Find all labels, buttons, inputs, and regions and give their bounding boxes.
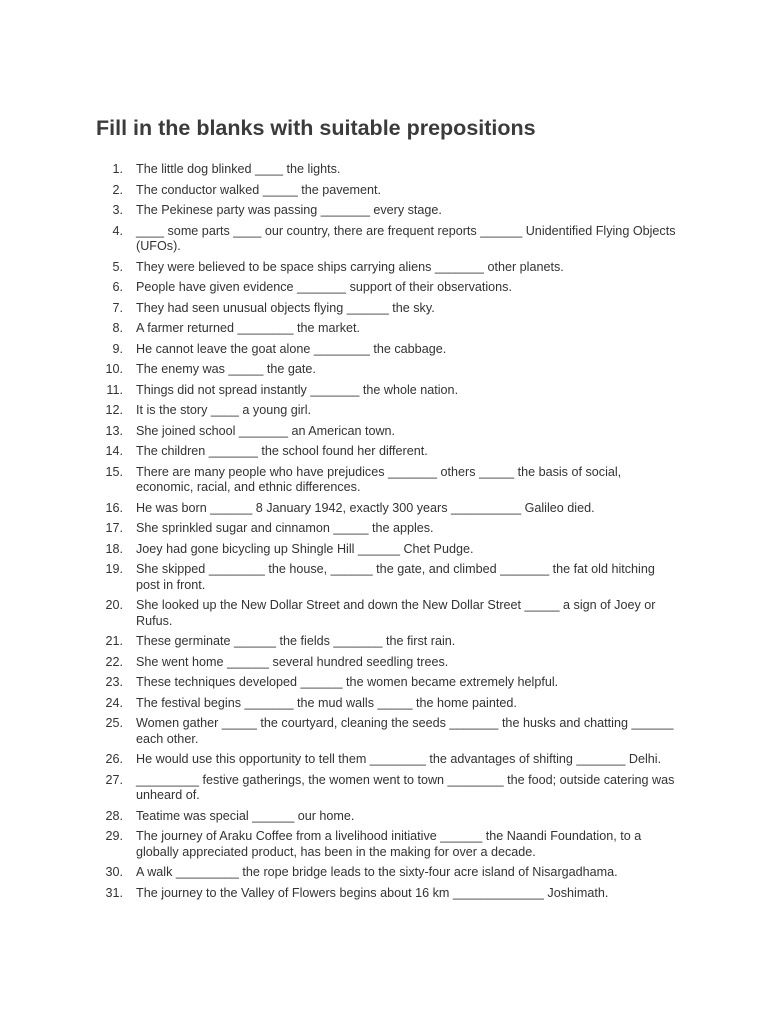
question-number: 18. <box>105 541 123 556</box>
question-item <box>0 807 768 828</box>
question-number: 29. <box>105 829 123 843</box>
question-number: 5. <box>112 259 123 274</box>
question-number: 22. <box>105 654 123 669</box>
question-text: The Pekinese party was passing _______ every stage. <box>136 203 442 217</box>
question-number: 17. <box>105 521 123 535</box>
question-item <box>0 319 768 340</box>
question-item <box>0 714 768 750</box>
question-number: 6. <box>112 280 123 294</box>
question-item <box>0 560 768 596</box>
question-number: 26. <box>105 752 123 766</box>
question-item <box>0 381 768 402</box>
page-title: Fill in the blanks with suitable prepositions <box>96 116 536 140</box>
question-number: 30. <box>105 865 123 879</box>
question-item <box>0 463 768 499</box>
question-item <box>0 160 768 181</box>
question-text: Women gather _____ the courtyard, cleaning the seeds _______ the husks and chatting ______ each other. <box>136 716 674 746</box>
question-text: The enemy was _____ the gate. <box>136 362 316 376</box>
question-number: 7. <box>112 300 123 315</box>
question-item <box>0 596 768 632</box>
question-text: These germinate ______ the fields _______ the first rain. <box>136 634 456 648</box>
question-text: He was born ______ 8 January 1942, exactly 300 years __________ Galileo died. <box>136 500 595 515</box>
question-number: 23. <box>105 675 123 689</box>
question-number: 31. <box>105 885 123 900</box>
question-item <box>0 540 768 561</box>
question-item <box>0 401 768 422</box>
question-number: 16. <box>105 500 123 515</box>
question-text: A walk _________ the rope bridge leads to the sixty-four acre island of Nisargadhama. <box>136 865 618 879</box>
question-number: 20. <box>105 598 123 612</box>
question-item <box>0 340 768 361</box>
question-text: He would use this opportunity to tell them ________ the advantages of shifting _______ Delhi. <box>136 752 662 766</box>
question-number: 9. <box>112 341 123 356</box>
question-text: _________ festive gatherings, the women went to town ________ the food; outside catering was unheard of. <box>136 772 675 802</box>
question-item <box>0 222 768 258</box>
question-item <box>0 499 768 520</box>
question-text: Things did not spread instantly _______ the whole nation. <box>136 382 459 397</box>
question-text: He cannot leave the goat alone ________ the cabbage. <box>136 341 447 356</box>
question-text: Joey had gone bicycling up Shingle Hill ______ Chet Pudge. <box>136 541 474 556</box>
question-number: 1. <box>112 162 123 176</box>
question-text: The little dog blinked ____ the lights. <box>136 162 341 176</box>
question-number: 14. <box>105 444 123 458</box>
question-item <box>0 694 768 715</box>
question-item <box>0 863 768 884</box>
question-text: It is the story ____ a young girl. <box>136 403 312 417</box>
question-number: 15. <box>105 464 123 479</box>
question-text: They were believed to be space ships carrying aliens _______ other planets. <box>136 259 564 274</box>
question-number: 2. <box>112 182 123 197</box>
question-text: They had seen unusual objects flying ______ the sky. <box>136 300 435 315</box>
question-number: 25. <box>105 716 123 730</box>
question-item <box>0 632 768 653</box>
question-text: She sprinkled sugar and cinnamon _____ the apples. <box>136 521 434 535</box>
question-item <box>0 827 768 863</box>
question-item <box>0 360 768 381</box>
question-number: 13. <box>105 423 123 438</box>
question-text: She looked up the New Dollar Street and down the New Dollar Street _____ a sign of Joey or Rufus. <box>136 598 656 628</box>
question-item <box>0 771 768 807</box>
question-text: There are many people who have prejudices _______ others _____ the basis of social, economic, racial, and ethnic differences. <box>136 464 622 494</box>
question-text: She skipped ________ the house, ______ the gate, and climbed _______ the fat old hitching post in front. <box>136 562 655 592</box>
question-number: 3. <box>112 203 123 217</box>
question-text: A farmer returned ________ the market. <box>136 321 361 335</box>
question-number: 21. <box>105 634 123 648</box>
question-item <box>0 442 768 463</box>
question-item <box>0 884 768 905</box>
question-item <box>0 181 768 202</box>
question-list <box>0 160 768 904</box>
question-text: These techniques developed ______ the women became extremely helpful. <box>136 675 559 689</box>
question-number: 8. <box>112 321 123 335</box>
question-number: 24. <box>105 695 123 710</box>
question-item <box>0 673 768 694</box>
question-text: The children _______ the school found her different. <box>136 444 428 458</box>
question-number: 10. <box>105 362 123 376</box>
question-item <box>0 201 768 222</box>
question-text: The journey of Araku Coffee from a livelihood initiative ______ the Naandi Foundation, to a globally appreciated product, has been in the making for over a decade. <box>136 829 642 859</box>
question-item <box>0 422 768 443</box>
question-number: 12. <box>105 403 123 417</box>
question-number: 27. <box>105 772 123 787</box>
question-item <box>0 519 768 540</box>
question-item <box>0 750 768 771</box>
question-item <box>0 258 768 279</box>
question-text: The festival begins _______ the mud walls _____ the home painted. <box>136 695 517 710</box>
question-text: The journey to the Valley of Flowers begins about 16 km _____________ Joshimath. <box>136 885 609 900</box>
question-number: 28. <box>105 808 123 823</box>
question-text: The conductor walked _____ the pavement. <box>136 182 382 197</box>
question-text: She went home ______ several hundred seedling trees. <box>136 654 449 669</box>
question-text: ____ some parts ____ our country, there are frequent reports ______ Unidentified Flying Objects (UFOs). <box>136 223 676 253</box>
question-number: 11. <box>106 382 123 397</box>
question-text: She joined school _______ an American town. <box>136 423 396 438</box>
question-number: 4. <box>112 223 123 238</box>
question-item <box>0 278 768 299</box>
question-number: 19. <box>105 562 123 576</box>
question-item <box>0 299 768 320</box>
question-item <box>0 653 768 674</box>
question-text: Teatime was special ______ our home. <box>136 808 355 823</box>
question-text: People have given evidence _______ support of their observations. <box>136 280 512 294</box>
